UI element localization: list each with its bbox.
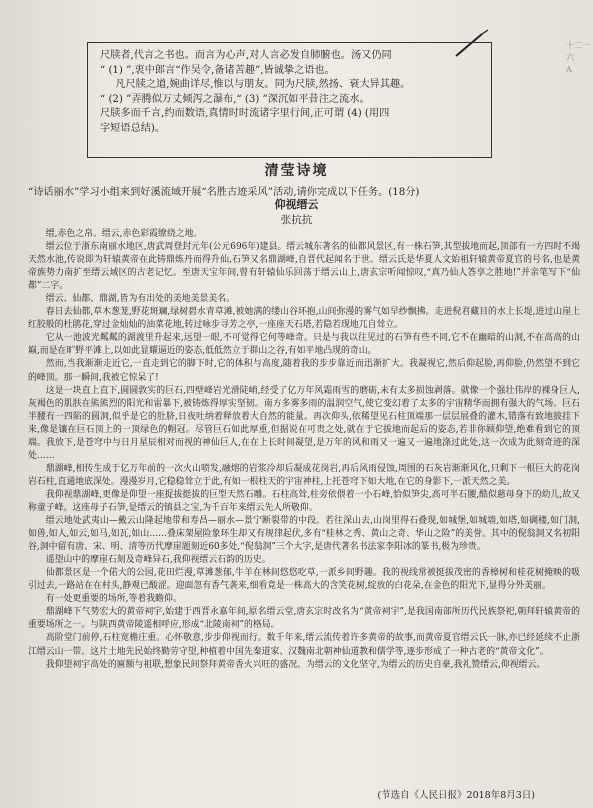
paragraph: 鼎湖峰,相传生成于亿万年前的一次火山喷发,融熔的岩浆冷却后凝成花岗岩,再后风雨侵蚀,周围的石灰岩渐渐风化,只剩下一根巨大的花岗岩石柱,直通地底深处。漫漫岁月,它稳稳耸立于此,有如一根柱天的宇宙神柱,上托苍穹下如大地,在它的身影下,一派天然之美。	[28, 463, 580, 487]
article-title: 仰视缙云	[274, 198, 319, 211]
box-line: 尺牍者,代言之书也。而言为心声,对人言必发自肺腑也。汤又仍同	[100, 50, 392, 61]
box-line: “ (1) ”,衷中郎言“作吴令,备诸苦趣”,皆诚挚之语也。	[100, 64, 335, 76]
paragraph: 有一处更重要的场所,等着我瞻仰。	[45, 594, 182, 605]
article-source: (节选自《人民日报》2018年8月3日)	[377, 790, 535, 801]
box-line: 字短语总结)。	[100, 122, 166, 134]
paragraph: 高阶堂门前停,石柱宽檐庄重。心怀敬意,步步仰视而行。数千年来,缙云流传着许多黄帝的故事,而黄帝夏官缙云氏一脉,亦已经延续不止浙江缙云山一带。这片土地先民始终勤劳守望,种植着中国先秦道家、汉魏南北朝神仙道教和儒学等,逐步形成了一种古老的“黄帝文化”。	[28, 633, 580, 657]
paragraph: 我仰视鼎湖峰,更像是仰望一座捉拔挺拔的巨型天然石雕。石柱高耸,柱旁依偎着一小石峰,恰似笋尖,高可半石腰,酷似慈母身下的幼儿,故又称童子峰。这座母子石笋,是缙云的镇县之宝,为千百年来缙云先人所敬仰。	[28, 489, 580, 513]
box-line: 尺牍多而千言,约而数语,真情时时流诸字里行间,正可谓 (4) (用四	[100, 108, 390, 120]
paragraph: 遥望山中的摩崖石刻及奇峰异石,我仰视缙云石韵的历史。	[45, 555, 271, 566]
passage-box	[87, 42, 492, 158]
paragraph: 这是一块直上直下,圆圆敦实的巨石,四壁峰岩光滑陡峭,经受了亿万年风霜雨雪的磨砺,未有太多损蚀剥落。就像一个强壮伟岸的裸身巨人,灰褐色的肌肤在熊熊烈的阳光和雷暴下,被铸炼得厚实坚韧。南方多雾多雨的温润空气,使它变幻着了太多的宇宙精华而拥有强大的气场。巨石半腰有一四陷的圆洞,似乎是它的肚脐,日夜吐纳着释放着大自然的能量。再次仰头,依稀望见石柱顶端那一层层展叠的灌木,错落有致地披挂下来,像是镶在巨石顶上的一顶绿色的帽冠。尽管巨石如此厚重,但据说在可贵之处,就在于它拔地而起后的姿态,若非你顾仰望,绝难看到它的顶端。我放下,是苍穹中与日月星辰相对而视的神仙巨人,在在上长时间凝望,是万年的风和雨又一遍又一遍地涤过此处,这一次成为此刻奇迹的深处……	[28, 385, 580, 461]
paragraph: 缙云、仙都、鼎湖,皆为有出处的美地美景美名。	[45, 294, 235, 305]
article-body	[28, 228, 580, 672]
box-line: “ (2) ”弄腾似万丈倾泻之瀑布,“ (3) ”深沉如平昔注之流水。	[100, 93, 370, 105]
paragraph: 春日去仙都,草木葱茏,野花斑斓,绿树碧水青草滩,被她满的缕山谷环抱,山间弥漫的雾气如早纱飘拂。走进倪君藏目的水上长堤,进过山崖上红胶般的杜鹃花,穿过金灿灿的油菜花地,转过咏步寻芳之亭,一座座天石塔,若隐若现地兀自耸立。	[28, 307, 580, 331]
paragraph: 我仰望祠宇高处的匾额与祖联,想象民间祭拜黄帝香火兴旺的盛况。为缙云的文化坚守,为缙云的历史自豪,我礼赞缙云,仰视缙云。	[45, 659, 546, 670]
section-title: 清莹诗境	[264, 163, 329, 179]
paragraph: 缙云地处武夷山—戴云山隆起地带和寿昌—丽水—景宁断裂带的中段。若往深山去,山岗里得石叠现,如城堡,如城墙,如塔,如碉楼,如门洞,如兽,如人,如云,如马,如瓦,如山……叠床架屋险象环生却又有规律起伏,多有“桂林之秀、黄山之奇、华山之险”的美誉。其中的倪翁洞又名初阳谷,洞中留有唐、宋、明、清等历代摩崖题刻近60多处,“倪翁洞”三个大字,是唐代著名书法家李阳冰的篆书,极为珍贵。	[28, 516, 580, 553]
paragraph: 鼎湖峰下气势宏大的黄帝祠宇,始建于西晋永嘉年间,原名缙云堂,唐玄宗时改名为“黄帝祠宇”,是我国南部所历代民族祭祀,朝拜轩辕黄帝的重要场所之一。与陕西黄帝陵遥相呼应,形成“北陵南祠”的格局。	[28, 607, 580, 631]
box-line: 凡尺牍之道,婉曲详尽,惟以与朋友。同为尺牍,然扬、衰大异其趣。	[115, 79, 411, 91]
paragraph: 缙,赤色之帛。缙云,赤色彩霞缭绕之地。	[45, 229, 203, 239]
paragraph: 缙云位于浙东南丽水地区,唐武周登封元年(公元696年)建县。缙云城东著名的仙都风景区,有一株石笋,其型拔地而起,顶部有一方四时不竭天然水池,传说即为轩辕黄帝在此铸鼎炼丹而得升仙,石笋又名鼎湖峰,自晋代起闻名于世。缙云氏是华夏人文始祖轩辕黄帝夏官的号名,也是黄帝族势力南扩至缙云域区的古老记忆。至唐天宝年间,曾有轩辕仙乐回荡于缙云山上,唐玄宗听闻惊叹,“真乃仙人答享之胜地!”并亲笔写下“仙都”二字。	[28, 242, 580, 292]
task-intro: “诗话丽水”学习小组来到好溪流域开展“名胜古迹采风”活动,请你完成以下任务。(18分)	[28, 187, 420, 198]
bleed-through-margin: 十二一 六 A	[566, 41, 590, 74]
paragraph: 它从一池波光粼粼的湖渡里升起来,远望一眼,不可觉得它何等峰奇。只是与我以往见过的石笋有些不同,它不在幽暗的山洞,不在高高的山巅,而是在旷野平滩上,以如此显耀逼近的姿态,低低然立于群山之谷,有如平地凸现的奇山。	[28, 333, 580, 357]
paragraph: 仙都景区是一个偌大的公园,花田烂漫,草滩葱郁,牛羊在林间悠悠吃草,一派乡间野趣。我的视线常被挺拔茂密的香樟树和桂花树掩映的吸引过去,一路站在在村头,静观已酸涩。迎面忽有香气袭来,细看竟是一株高大的含笑花树,绽放的白花朵,在金色的阳光下,显得分外美丽。	[28, 568, 580, 592]
paragraph: 然而,当我渐渐走近它,一直走到它的脚下时,它的体积与高度,随着我的步步靠近而迅渐扩大。我凝视它,然后仰起脸,再仰脸,仍然望不到它的峰顶。那一瞬间,我被它惊呆了!	[28, 359, 580, 383]
article-author: 张抗抗	[280, 214, 313, 226]
